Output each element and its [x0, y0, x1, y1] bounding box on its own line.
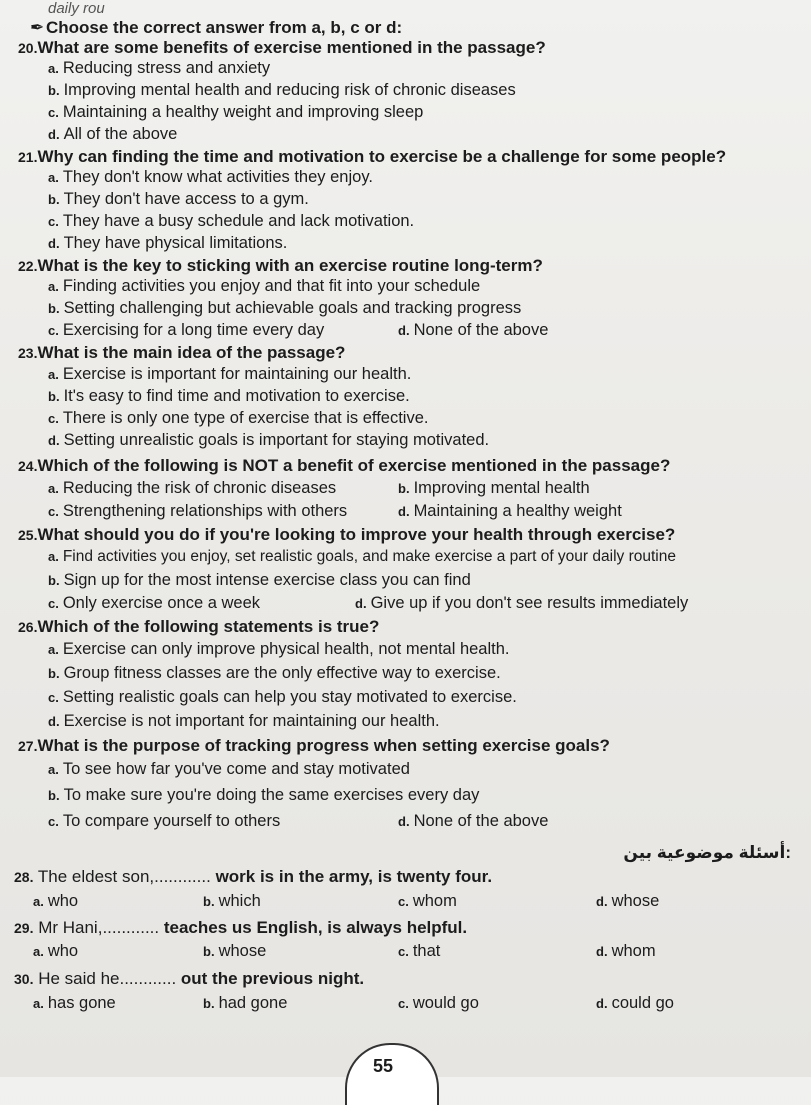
option-b[interactable]: b. Improving mental health [398, 479, 590, 497]
question-stem: 27.What is the purpose of tracking progress when setting exercise goals? [18, 736, 610, 755]
option-a[interactable]: a. Exercise is important for maintaining our health. [48, 365, 412, 383]
option-d[interactable]: d. All of the above [48, 125, 178, 143]
grammar-question: 28. The eldest son,............ work is in the army, is twenty four. [14, 867, 493, 886]
option-d[interactable]: d. whom [596, 942, 656, 960]
option-a[interactable]: a. Find activities you enjoy, set realistic goals, and make exercise a part of your daily routine [48, 548, 676, 565]
option-a[interactable]: a. To see how far you've come and stay motivated [48, 760, 410, 778]
option-a[interactable]: a. who [33, 892, 79, 910]
grammar-question: 29. Mr Hani,............ teaches us English, is always helpful. [14, 918, 468, 937]
option-c[interactable]: c. whom [398, 892, 457, 910]
option-a[interactable]: a. who [33, 942, 79, 960]
option-b[interactable]: b. had gone [203, 994, 288, 1012]
option-d[interactable]: d. Give up if you don't see results immediately [355, 594, 689, 612]
option-b[interactable]: b. which [203, 892, 261, 910]
question-stem: 25.What should you do if you're looking to improve your health through exercise? [18, 525, 676, 544]
grammar-question: 30. He said he............ out the previous night. [14, 969, 365, 988]
option-b[interactable]: b. Group fitness classes are the only effective way to exercise. [48, 664, 501, 682]
option-d[interactable]: d. Setting unrealistic goals is important for staying motivated. [48, 431, 490, 449]
option-c[interactable]: c. Setting realistic goals can help you stay motivated to exercise. [48, 688, 517, 706]
instruction [30, 18, 402, 38]
option-b[interactable]: b. It's easy to find time and motivation to exercise. [48, 387, 410, 405]
option-c[interactable]: c. Strengthening relationships with others [48, 502, 348, 520]
option-a[interactable]: a. They don't know what activities they enjoy. [48, 168, 373, 186]
option-a[interactable]: a. Reducing the risk of chronic diseases [48, 479, 337, 497]
option-b[interactable]: b. Setting challenging but achievable goals and tracking progress [48, 299, 522, 317]
option-c[interactable]: c. They have a busy schedule and lack motivation. [48, 212, 415, 230]
option-a[interactable]: a. has gone [33, 994, 116, 1012]
option-c[interactable]: c. that [398, 942, 441, 960]
option-b[interactable]: b. To make sure you're doing the same exercises every day [48, 786, 480, 804]
option-b[interactable]: b. whose [203, 942, 267, 960]
option-c[interactable]: c. There is only one type of exercise that is effective. [48, 409, 429, 427]
bullet-icon: ✒ [30, 18, 45, 37]
question-stem: 22.What is the key to sticking with an exercise routine long-term? [18, 256, 543, 275]
question-stem: 20.What are some benefits of exercise mentioned in the passage? [18, 38, 546, 57]
section-heading: :أسئلة موضوعية بين [623, 843, 791, 862]
option-d[interactable]: d. Maintaining a healthy weight [398, 502, 622, 520]
question-stem: 23.What is the main idea of the passage? [18, 343, 346, 362]
instruction-text: Choose the correct answer from a, b, c or d: [46, 18, 403, 37]
option-d[interactable]: d. could go [596, 994, 674, 1012]
option-c[interactable]: c. would go [398, 994, 479, 1012]
option-b[interactable]: b. They don't have access to a gym. [48, 190, 309, 208]
option-d[interactable]: d. They have physical limitations. [48, 234, 288, 252]
option-d[interactable]: d. None of the above [398, 812, 549, 830]
question-stem: 26.Which of the following statements is true? [18, 617, 380, 636]
option-b[interactable]: b. Improving mental health and reducing risk of chronic diseases [48, 81, 516, 99]
option-d[interactable]: d. None of the above [398, 321, 549, 339]
option-a[interactable]: a. Exercise can only improve physical health, not mental health. [48, 640, 510, 658]
option-b[interactable]: b. Sign up for the most intense exercise class you can find [48, 571, 471, 589]
option-d[interactable]: d. whose [596, 892, 660, 910]
option-a[interactable]: a. Finding activities you enjoy and that fit into your schedule [48, 277, 481, 295]
option-c[interactable]: c. Only exercise once a week [48, 594, 261, 612]
page-header: daily rou [48, 0, 105, 17]
page-number: 55 [373, 1056, 394, 1076]
question-stem: 21.Why can finding the time and motivation to exercise be a challenge for some people? [18, 147, 727, 166]
option-c[interactable]: c. To compare yourself to others [48, 812, 281, 830]
option-c[interactable]: c. Maintaining a healthy weight and improving sleep [48, 103, 424, 121]
option-d[interactable]: d. Exercise is not important for maintaining our health. [48, 712, 440, 730]
question-stem: 24.Which of the following is NOT a benefit of exercise mentioned in the passage? [18, 456, 671, 475]
option-a[interactable]: a. Reducing stress and anxiety [48, 59, 271, 77]
option-c[interactable]: c. Exercising for a long time every day [48, 321, 325, 339]
